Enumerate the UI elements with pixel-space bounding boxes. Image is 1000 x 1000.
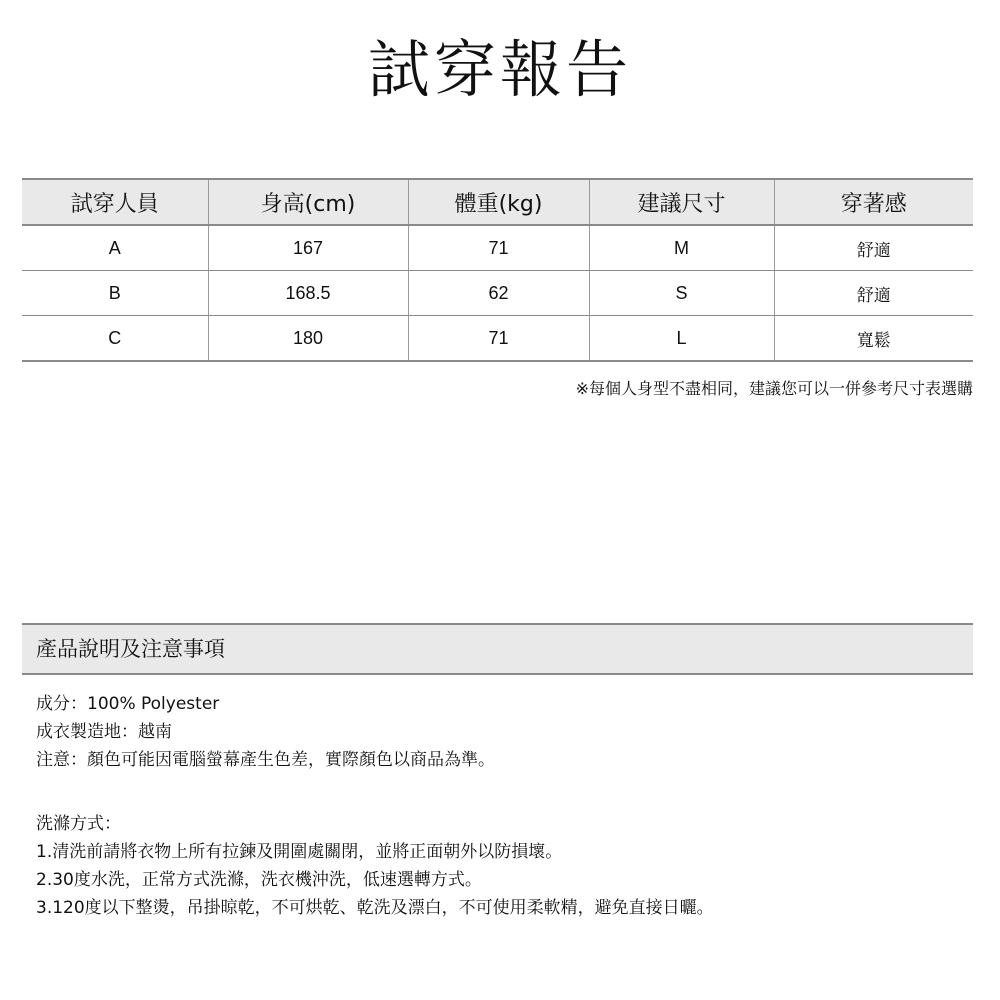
cell-weight: 62 [408,271,589,316]
wash-step: 2.30度水洗，正常方式洗滌，洗衣機沖洗，低速選轉方式。 [36,870,482,890]
cell-size: L [589,316,774,362]
product-info [36,690,956,922]
cell-tester: C [22,316,208,362]
header-height: 身高(cm) [208,179,408,225]
cell-fit: 寬鬆 [774,316,973,362]
cell-weight: 71 [408,316,589,362]
cell-height: 167 [208,225,408,271]
table-row [22,316,973,362]
wash-step: 1.清洗前請將衣物上所有拉鍊及開圍處關閉，並將正面朝外以防損壞。 [36,842,563,862]
header-size: 建議尺寸 [589,179,774,225]
composition-text: 成分：100% Polyester [36,694,220,714]
page-title: 試穿報告 [367,33,632,106]
size-note: ※每個人身型不盡相同，建議您可以一併參考尺寸表選購 [575,379,973,398]
header-fit: 穿著感 [774,179,973,225]
cell-height: 168.5 [208,271,408,316]
wash-title: 洗滌方式： [36,814,121,834]
cell-weight: 71 [408,225,589,271]
table-row [22,271,973,316]
caution-text: 注意：顏色可能因電腦螢幕產生色差，實際顏色以商品為準。 [36,750,495,770]
wash-step: 3.120度以下整燙，吊掛晾乾，不可烘乾、乾洗及漂白，不可使用柔軟精，避免直接日曬。 [36,898,714,918]
cell-height: 180 [208,316,408,362]
cell-size: M [589,225,774,271]
cell-fit: 舒適 [774,225,973,271]
header-weight: 體重(kg) [408,179,589,225]
header-tester: 試穿人員 [22,179,208,225]
cell-tester: A [22,225,208,271]
product-section-header [22,623,973,675]
origin-text: 成衣製造地：越南 [36,722,172,742]
table-row [22,225,973,271]
cell-size: S [589,271,774,316]
cell-tester: B [22,271,208,316]
spacer [36,774,956,810]
cell-fit: 舒適 [774,271,973,316]
table-header-row [22,179,973,225]
fitting-report-table [22,178,973,362]
section-title: 產品說明及注意事項 [36,637,225,661]
